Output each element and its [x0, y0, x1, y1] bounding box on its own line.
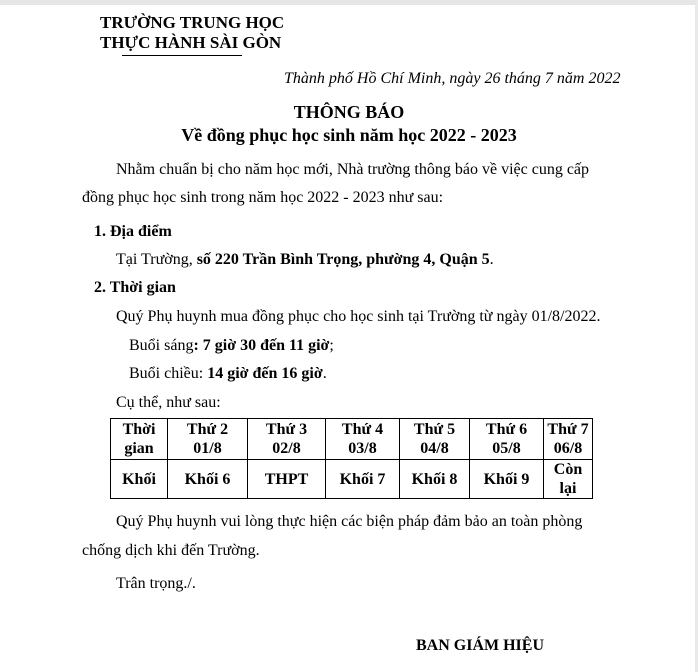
school-name-line-1: TRƯỜNG TRUNG HỌC	[100, 13, 285, 32]
row-cell-wed: Khối 7	[326, 460, 400, 499]
location-suffix: .	[489, 251, 494, 268]
date-line: Thành phố Hồ Chí Minh, ngày 26 tháng 7 năm 2022	[284, 70, 621, 87]
header-cell-wed: Thứ 4 03/8	[326, 419, 400, 460]
afternoon-time: 14 giờ đến 16 giờ	[207, 365, 323, 382]
afternoon-label: Buổi chiều:	[129, 365, 208, 382]
section-1-heading: 1. Địa điểm	[94, 223, 172, 240]
afternoon-hours	[129, 364, 327, 384]
header-cell-mon: Thứ 2 01/8	[168, 419, 248, 460]
notice-subtitle: Về đồng phục học sinh năm học 2022 - 2023	[181, 125, 517, 145]
signature-title: BAN GIÁM HIỆU	[416, 637, 545, 654]
detail-line: Cụ thể, như sau:	[116, 394, 221, 411]
intro-line-2: đồng phục học sinh trong năm học 2022 - 2023 như sau:	[82, 189, 444, 206]
section-2-start-line: Quý Phụ huynh mua đồng phục cho học sinh tại Trường từ ngày 01/8/2022.	[116, 308, 601, 325]
schedule-grade-row	[111, 460, 593, 499]
row-cell-sat: Còn lại	[544, 460, 593, 499]
morning-end: ;	[329, 337, 334, 354]
closing-line-1: Quý Phụ huynh vui lòng thực hiện các biện pháp đảm bảo an toàn phòng	[116, 513, 583, 530]
row-cell-label: Khối	[111, 460, 168, 499]
regards-line: Trân trọng./.	[116, 575, 196, 592]
afternoon-end: .	[322, 365, 327, 382]
header-cell-time: Thời gian	[111, 419, 168, 460]
section-1-location	[116, 250, 494, 270]
section-2-heading: 2. Thời gian	[94, 279, 176, 296]
schedule-header-row	[111, 419, 593, 460]
morning-hours	[129, 336, 334, 356]
header-cell-sat: Thứ 7 06/8	[544, 419, 593, 460]
morning-label: Buổi sáng	[129, 337, 194, 354]
notice-title: THÔNG BÁO	[293, 102, 405, 122]
row-cell-tue: THPT	[248, 460, 326, 499]
closing-line-2: chống dịch khi đến Trường.	[82, 542, 260, 559]
row-cell-fri: Khối 9	[470, 460, 544, 499]
morning-time: : 7 giờ 30 đến 11 giờ	[193, 337, 330, 354]
row-cell-mon: Khối 6	[168, 460, 248, 499]
intro-line-1: Nhằm chuẩn bị cho năm học mới, Nhà trường thông báo về việc cung cấp	[116, 161, 590, 178]
row-cell-thu: Khối 8	[400, 460, 470, 499]
header-cell-tue: Thứ 3 02/8	[248, 419, 326, 460]
header-cell-thu: Thứ 5 04/8	[400, 419, 470, 460]
school-name-line-2: THỰC HÀNH SÀI GÒN	[100, 33, 282, 52]
location-address: số 220 Trần Bình Trọng, phường 4, Quận 5	[196, 251, 490, 268]
location-prefix: Tại Trường,	[116, 251, 197, 268]
schedule-table	[110, 418, 593, 499]
header-underline	[122, 55, 242, 56]
top-edge-shadow	[0, 0, 698, 5]
header-cell-fri: Thứ 6 05/8	[470, 419, 544, 460]
